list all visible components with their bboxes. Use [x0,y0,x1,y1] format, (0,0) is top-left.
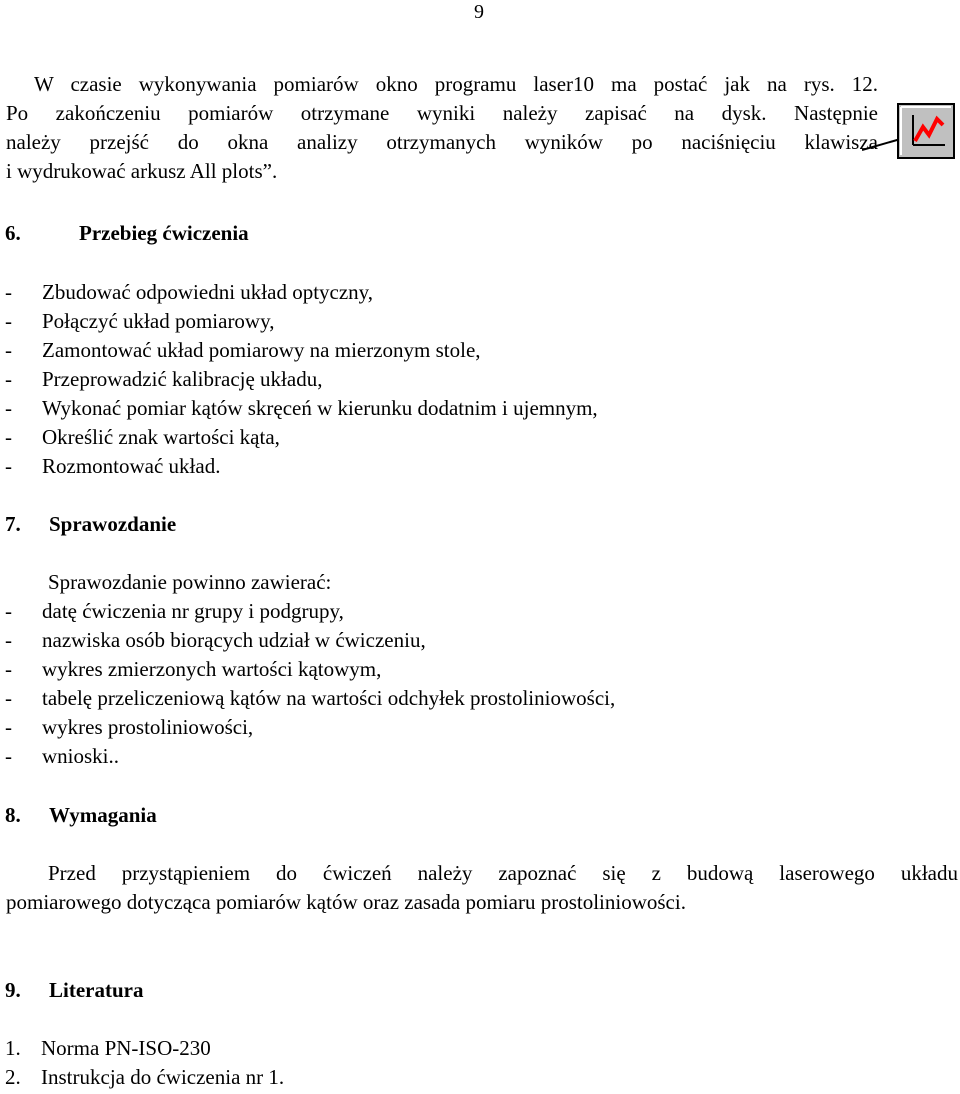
intro-paragraph [6,70,878,186]
list-item: - tabelę przeliczeniową kątów na wartości odchyłek prostoliniowości, [5,686,616,710]
section-number: 9. [5,978,21,1002]
literature-list [5,1034,284,1092]
list-item: - wnioski.. [5,744,120,768]
list-item: - Połączyć układ pomiarowy, [5,309,275,333]
section-heading-9 [5,976,143,1005]
section-number: 6. [5,221,21,245]
list-item: - Określić znak wartości kąta, [5,425,280,449]
report-lead: Sprawozdanie powinno zawierać: [48,570,332,594]
section-title: Wymagania [49,803,157,827]
list-item: - wykres prostoliniowości, [5,715,254,739]
chart-plot-button-icon [897,103,955,159]
paragraph-line: pomiarowego dotycząca pomiarów kątów oraz zasada pomiaru prostoliniowości. [6,890,686,914]
list-item: - Przeprowadzić kalibrację układu, [5,367,323,391]
page-number: 9 [474,1,484,23]
section-number: 7. [5,512,21,536]
report-list [5,597,615,771]
list-item: - wykres zmierzonych wartości kątowym, [5,657,382,681]
section-title: Sprawozdanie [49,512,177,536]
intro-line: należy przejść do okna analizy otrzymanych wyników po naciśnięciu klawisza [6,130,878,154]
section-title: Literatura [49,978,144,1002]
list-item: - Zamontować układ pomiarowy na mierzonym stole, [5,338,481,362]
list-item: - Zbudować odpowiedni układ optyczny, [5,280,374,304]
section-heading-7 [5,510,176,539]
intro-line: W czasie wykonywania pomiarów okno programu laser10 ma postać jak na rys. 12. [34,72,878,96]
requirements-paragraph [6,859,958,917]
list-item: - Rozmontować układ. [5,454,221,478]
list-item: 1. Norma PN-ISO-230 [5,1036,211,1060]
section-heading-8 [5,801,157,830]
intro-line: i wydrukować arkusz All plots”. [6,159,278,183]
list-item: - Wykonać pomiar kątów skręceń w kierunku dodatnim i ujemnym, [5,396,598,420]
procedure-list [5,278,598,481]
paragraph-line: Przed przystąpieniem do ćwiczeń należy zapoznać się z budową laserowego układu [48,861,958,885]
section-number: 8. [5,803,21,827]
list-item: - nazwiska osób biorących udział w ćwiczeniu, [5,628,426,652]
section-title: Przebieg ćwiczenia [79,221,249,245]
list-item: 2. Instrukcja do ćwiczenia nr 1. [5,1065,285,1089]
section-heading-6 [5,219,249,248]
list-item: - datę ćwiczenia nr grupy i podgrupy, [5,599,344,623]
intro-line: Po zakończeniu pomiarów otrzymane wyniki należy zapisać na dysk. Następnie [6,101,878,125]
